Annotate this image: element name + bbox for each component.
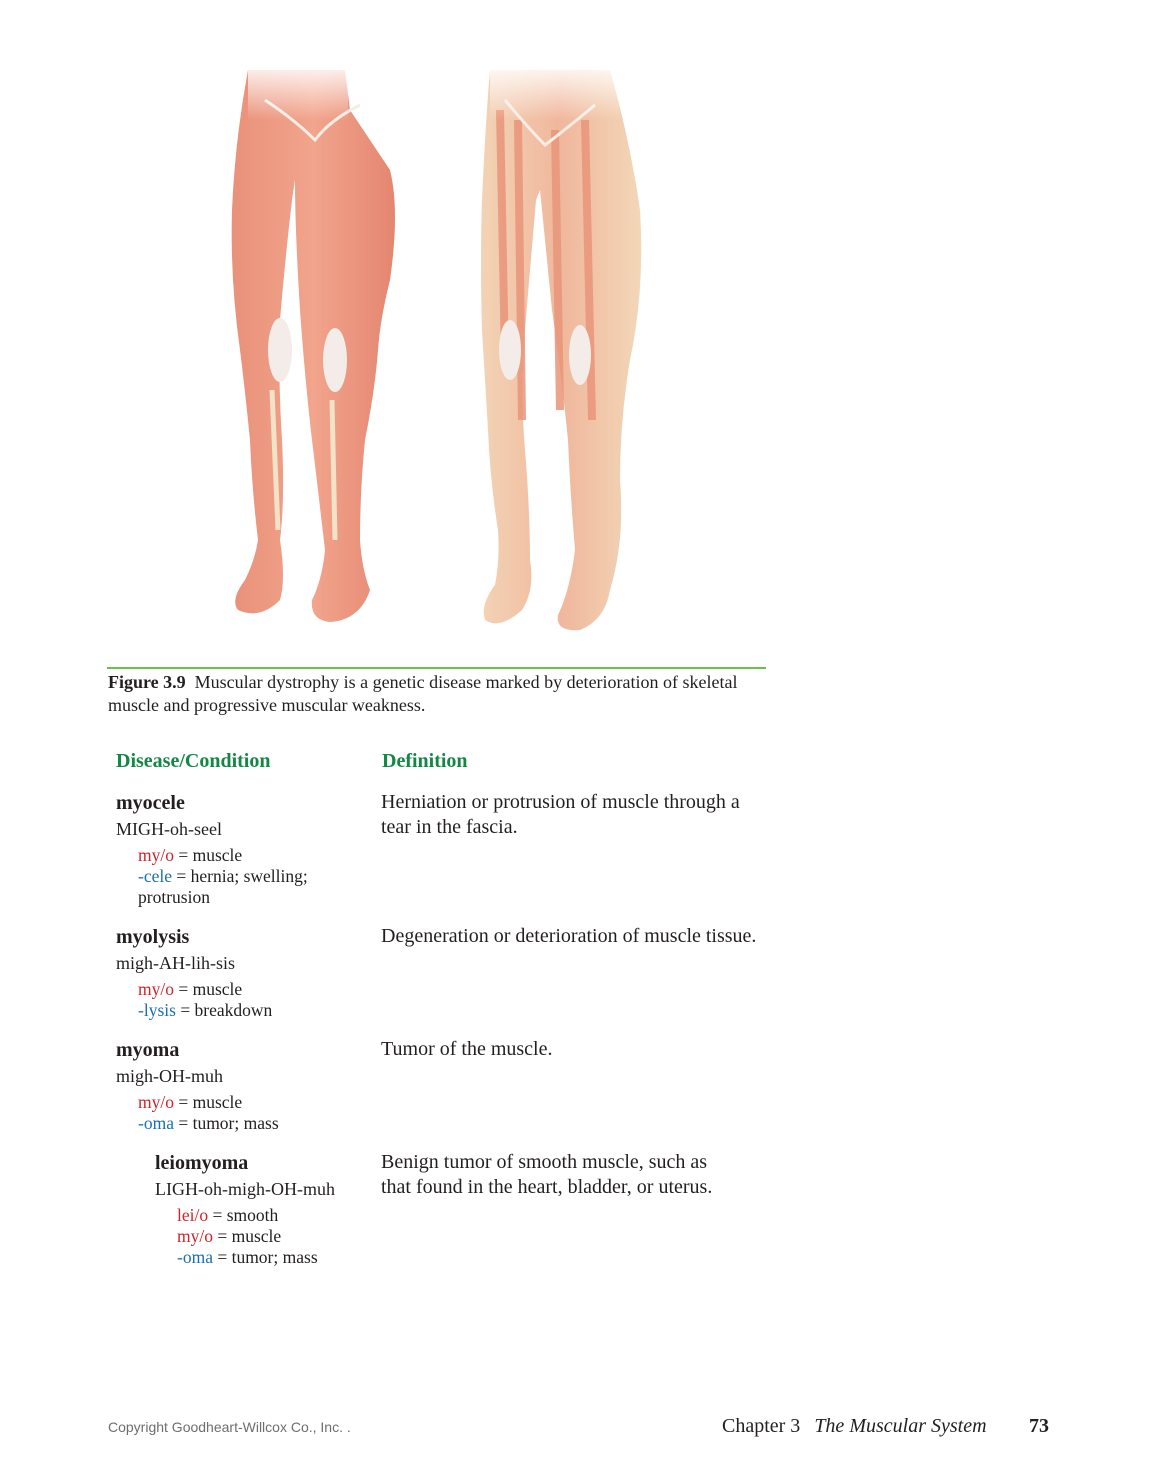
- combining-form: my/o: [177, 1226, 213, 1246]
- table-row-leiomyoma: [155, 1150, 335, 1268]
- figure-caption: [108, 671, 778, 717]
- figure-divider: [107, 667, 766, 669]
- copyright-notice: Copyright Goodheart-Willcox Co., Inc. .: [108, 1419, 351, 1435]
- meaning: = muscle: [217, 1226, 282, 1246]
- meaning: = tumor; mass: [178, 1113, 279, 1133]
- term: leiomyoma: [155, 1152, 249, 1174]
- combining-form: my/o: [138, 1092, 174, 1112]
- word-parts: [116, 1092, 279, 1134]
- pronunciation: migh-AH-lih-sis: [116, 953, 235, 973]
- combining-form: my/o: [138, 845, 174, 865]
- suffix: -oma: [177, 1247, 213, 1267]
- page-number: 73: [1029, 1415, 1049, 1437]
- word-part: [177, 1247, 335, 1268]
- meaning: = muscle: [178, 979, 243, 999]
- word-part: [177, 1226, 335, 1247]
- term: myolysis: [116, 926, 190, 948]
- meaning: = tumor; mass: [217, 1247, 318, 1267]
- table-row-myocele: [116, 790, 338, 908]
- figure-caption-text: Muscular dystrophy is a genetic disease marked by deterioration of skeletal muscle and progressive muscular weakness.: [108, 672, 738, 715]
- definition: Herniation or protrusion of muscle through a tear in the fascia.: [381, 791, 740, 838]
- word-part: [177, 1205, 335, 1226]
- word-part: [138, 1092, 279, 1113]
- suffix: -oma: [138, 1113, 174, 1133]
- term: myoma: [116, 1039, 180, 1061]
- word-part: [138, 866, 338, 908]
- definition: Degeneration or deterioration of muscle tissue.: [381, 925, 757, 947]
- meaning: = smooth: [212, 1205, 279, 1225]
- word-parts: [116, 979, 272, 1021]
- table-row-myoma: [116, 1037, 279, 1134]
- combining-form: lei/o: [177, 1205, 209, 1225]
- word-part: [138, 979, 272, 1000]
- suffix: -lysis: [138, 1000, 176, 1020]
- combining-form: my/o: [138, 979, 174, 999]
- word-part: [138, 1000, 272, 1021]
- term: myocele: [116, 792, 185, 814]
- meaning: = muscle: [178, 1092, 243, 1112]
- column-header-term: Disease/Condition: [116, 750, 271, 772]
- meaning: = muscle: [178, 845, 243, 865]
- meaning: = hernia; swelling; protrusion: [138, 866, 308, 907]
- word-part: [138, 1113, 279, 1134]
- chapter-title: The Muscular System: [814, 1415, 987, 1437]
- word-part: [138, 845, 338, 866]
- pronunciation: migh-OH-muh: [116, 1066, 223, 1086]
- figure-illustration: [200, 60, 670, 650]
- definition: Tumor of the muscle.: [381, 1038, 553, 1060]
- normal-legs-image: [232, 60, 395, 622]
- pronunciation: LIGH-oh-migh-OH-muh: [155, 1179, 335, 1199]
- running-footer: [722, 1415, 1049, 1438]
- definition: Benign tumor of smooth muscle, such as that found in the heart, bladder, or uterus.: [381, 1151, 713, 1198]
- chapter-label: Chapter 3: [722, 1415, 801, 1437]
- meaning: = breakdown: [180, 1000, 273, 1020]
- suffix: -cele: [138, 866, 172, 886]
- pronunciation: MIGH-oh-seel: [116, 819, 222, 839]
- dystrophic-legs-image: [481, 60, 641, 630]
- table-row-myolysis: [116, 924, 272, 1021]
- figure-label: Figure 3.9: [108, 672, 186, 692]
- word-parts: [116, 845, 338, 908]
- column-header-definition: Definition: [382, 750, 468, 772]
- word-parts: [155, 1205, 335, 1268]
